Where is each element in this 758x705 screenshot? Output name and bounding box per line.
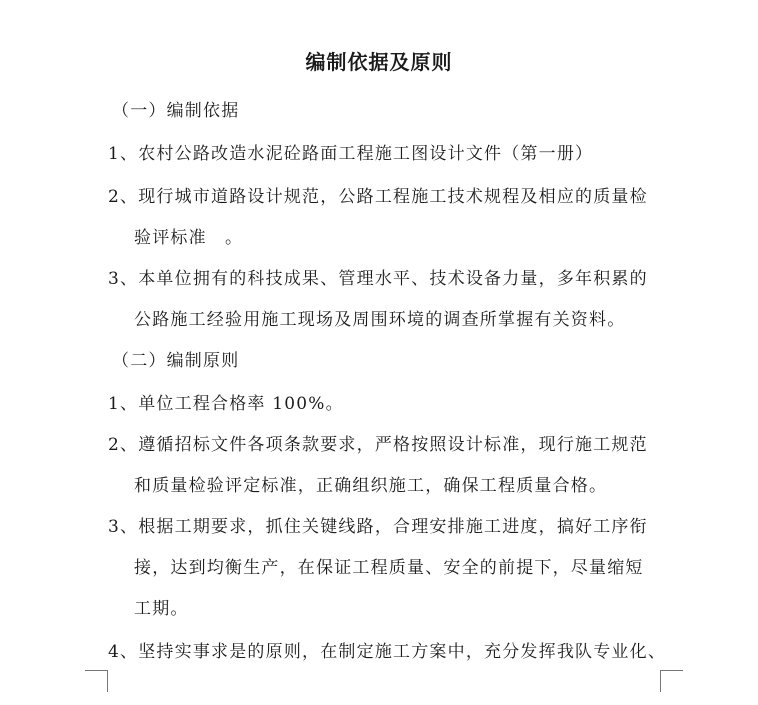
paragraph-line: 1、单位工程合格率 100%。 — [108, 394, 344, 414]
document-title: 编制依据及原则 — [305, 50, 453, 74]
section-heading-basis: （一）编制依据 — [112, 101, 240, 121]
page-corner-mark-left — [85, 670, 108, 692]
paragraph-line: 公路施工经验用施工现场及周围环境的调查所掌握有关资料。 — [134, 310, 626, 330]
paragraph-line: 3、本单位拥有的科技成果、管理水平、技术设备力量，多年积累的 — [108, 269, 648, 289]
paragraph-line: 3、根据工期要求，抓住关键线路，合理安排施工进度，搞好工序衔 — [108, 517, 648, 537]
paragraph-line: 4、坚持实事求是的原则，在制定施工方案中，充分发挥我队专业化、 — [108, 642, 667, 662]
paragraph-line: 2、现行城市道路设计规范，公路工程施工技术规程及相应的质量检 — [108, 187, 648, 207]
page-corner-mark-right — [660, 670, 683, 692]
paragraph-line: 接，达到均衡生产，在保证工程质量、安全的前提下，尽量缩短 — [134, 558, 644, 578]
paragraph-line: 验评标准 。 — [134, 228, 244, 248]
section-heading-principles: （二）编制原则 — [112, 351, 240, 371]
paragraph-line: 和质量检验评定标准，正确组织施工，确保工程质量合格。 — [134, 476, 608, 496]
paragraph-line: 工期。 — [134, 599, 189, 619]
paragraph-line: 2、遵循招标文件各项条款要求，严格按照设计标准，现行施工规范 — [108, 435, 648, 455]
paragraph-line: 1、农村公路改造水泥砼路面工程施工图设计文件（第一册） — [108, 144, 594, 164]
